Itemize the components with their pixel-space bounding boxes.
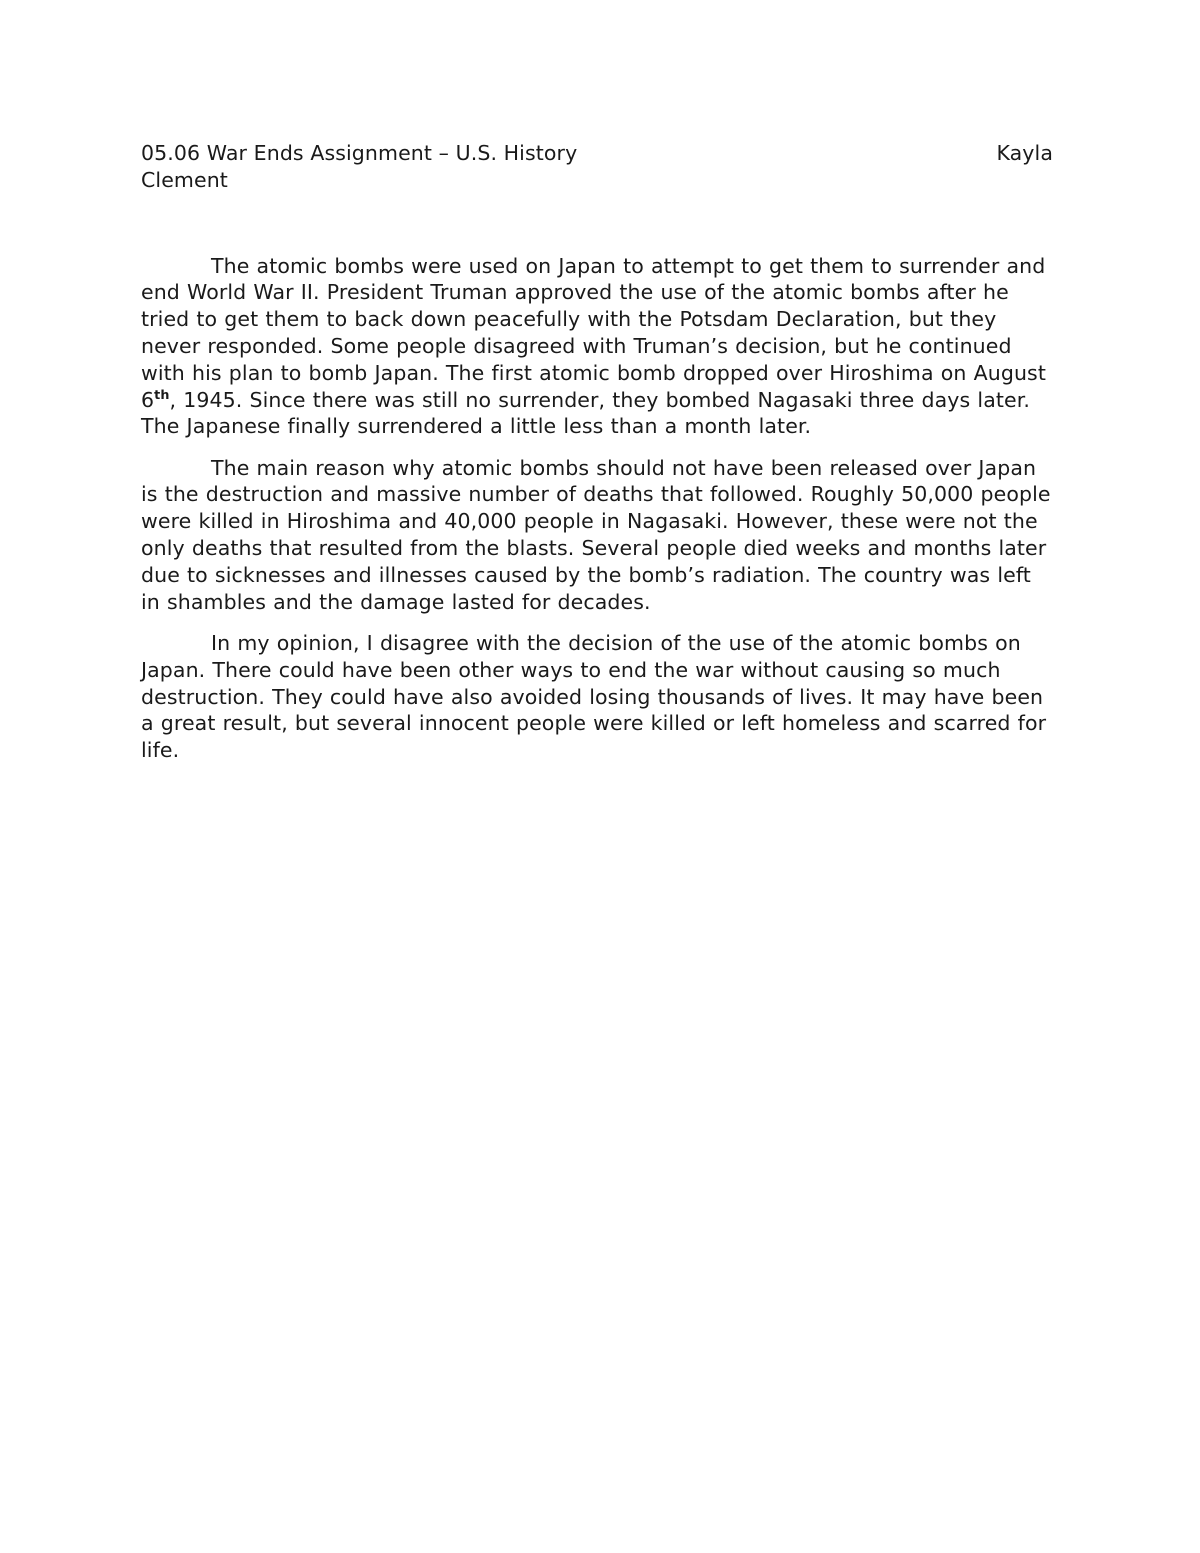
document-body <box>141 140 1053 778</box>
paragraph-1-text-a: The atomic bombs were used on Japan to attempt to get them to surrender and end World War II. President Truman approved the use of the atomic bombs after he tried to get them to back down peacefully with the Potsdam Declaration, but they never responded. Some people disagreed with Truman’s decision, but he continued with his plan to bomb Japan. The first atomic bomb dropped over Hiroshima on August 6 <box>141 253 1046 412</box>
header-spacer <box>141 194 1053 253</box>
paragraph-3: In my opinion, I disagree with the decision of the use of the atomic bombs on Japan. There could have been other ways to end the war without causing so much destruction. They could have also avoided losing thousands of lives. It may have been a great result, but several innocent people were killed or left homeless and scarred for life. <box>141 630 1047 763</box>
paragraph-1-text-b: , 1945. Since there was still no surrender, they bombed Nagasaki three days later. The Japanese finally surrendered a little less than a month later. <box>141 387 1030 439</box>
author-last-name: Clement <box>141 167 228 192</box>
ordinal-suffix: th <box>154 386 170 402</box>
author-first-name: Kayla <box>996 141 1053 165</box>
paragraph-2: The main reason why atomic bombs should not have been released over Japan is the destruction and massive number of deaths that followed. Roughly 50,000 people were killed in Hiroshima and 40,000 people in Nagasaki. However, these were not the only deaths that resulted from the blasts. Several people died weeks and months later due to sicknesses and illnesses caused by the bomb’s radiation. The country was left in shambles and the damage lasted for decades. <box>141 455 1051 614</box>
header-line <box>141 140 1053 167</box>
assignment-title: 05.06 War Ends Assignment – U.S. History <box>141 141 578 165</box>
paragraph-1 <box>141 253 1053 441</box>
